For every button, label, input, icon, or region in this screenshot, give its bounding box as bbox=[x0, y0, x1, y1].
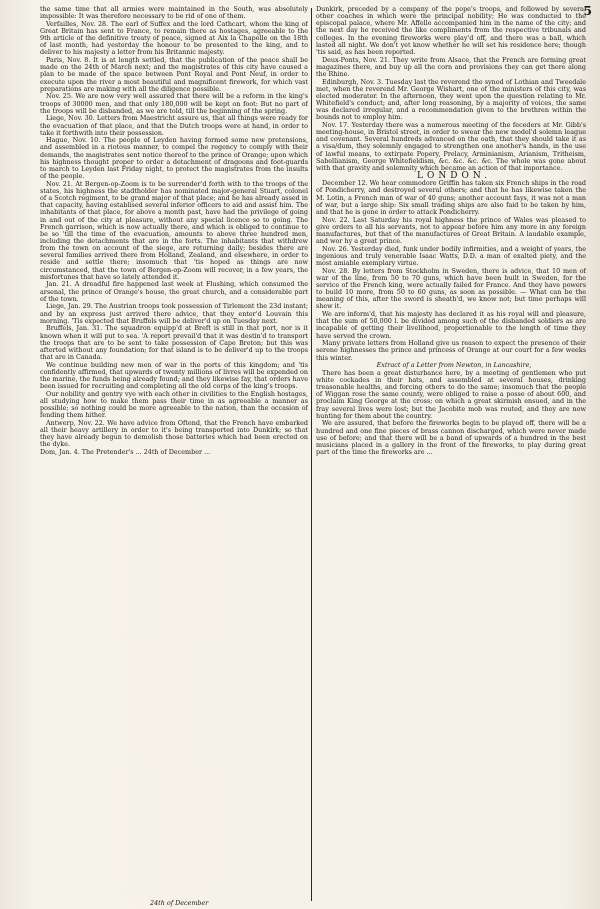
news-paragraph: December 12. We hear commodore Griffin has taken six French ships in the road of Pondicherry, and destroyed several others; and that he has likewise taken the M. Lotin, a French man of war of 40 guns; another account fays, it was not a man of war, but a large ship: Six small trading ships are also faid to be taken by him, and that he is gone in order to attack Pondicherry. bbox=[316, 179, 586, 216]
column-rule bbox=[311, 8, 312, 901]
news-paragraph: Nov. 21. At Bergen-op-Zoom is to be surrender'd forth with to the troops of the states, his highness the stadtholder has nominated major-general Stuart, colonel of a Scotch regiment, to be grand major of that place; and he has already assed in that capacity, having establised several inferior officers to aid and assist him. The inhabitants of that place, for above a month past, have had the privilege of going in and out of the city at pleasure, without any special licence so to going. The French garrison, which is now actually there, and which is obliged to continue to be so 'till the time of the evacuation, amounts to above three hundred men, including the detachments that are in the forts. The inhabitants that withdrew from the town on account of the siege, are returning daily; besides there are several families arrived there from Holland, Zealand, and elsewhere, in order to reside and settle there; insomuch that 'tis hoped as things are now circumstanced, that the town of Bergen-op-Zoom will recover, in a few years, the misfortunes that have so lately attended it. bbox=[40, 179, 308, 281]
news-paragraph: Bruffels, Jan. 31. The squadron equipp'd at Breft is still in that port, nor is it known when it will put to sea. 'A report prevail'd that it was destin'd to transport the troops that are to be sent to take possession of Cape Breton; but this was afterted without any foundation; for that island is to be deliver'd up to the troops that are in Canada. bbox=[40, 324, 308, 361]
section-subheading: Extract of a Letter from Newton, in Lancashire, bbox=[376, 361, 532, 370]
news-paragraph: Antwerp, Nov. 22. We have advice from Oftend, that the French have embarked all their heavy artillery in order to it's being transported into Dunkirk; so that they have already begun to demolish those batteries which had been erected on the dyke. bbox=[40, 418, 308, 449]
news-paragraph: Deux-Ponts, Nov. 21. They write from Alsace, that the French are forming great magazines there, and buy up all the corn and provisions they can get there along the Rhine. bbox=[316, 55, 586, 78]
news-paragraph: Hague, Nov. 10. The people of Leyden having formed some new pretensions, and assembled in a riotous manner, to compel the regency to comply with their demands, the magistrates sent notice thereof to the prince of Orange; upon which his highness thought proper to order a detachment of dragoons and foot-guards to march to Leyden last Friday night, to protect the magistrates from the insults of the people. bbox=[40, 136, 308, 181]
news-paragraph: We are inform'd, that his majesty has declared it as his royal will and pleasure, that the sum of 50,000 l. be divided among such of the disbanded soldiers as are incapable of getting their livelihood, proportionable to the length of time they have served the crown. bbox=[316, 310, 586, 340]
left-column bbox=[40, 6, 308, 903]
news-paragraph: Jan. 21. A dreadful fire happened last week at Flushing, which consumed the arsenal, the prince of Orange's house, the great church, and a considerable part of the town. bbox=[40, 280, 308, 303]
news-paragraph: Paris, Nov. 8. It is at length settled, that the publication of the peace shall be made on the 24th of March next; and the magistrates of this city have caused a plan to be made of the space between Pont Royal and Pont Neuf, in order to execute upon the river a most beautiful and magnificent firework, for which vast preparations are making with all the diligence possible. bbox=[40, 56, 308, 93]
news-paragraph: There has been a great disturbance here, by a meeting of gentlemen who put white cockades in their hats, and assembled at several houses, drinking treasonable healths, and forcing others to do the same; insomuch that the people of Wiggan rose the same county, were obliged to raise a posse of about 600, and proclaim King George at the cross; on which a great skirmish ensued, and in the fray several lives were lost; but the Jacobite mob was routed, and they are now hunting for them about the country. bbox=[316, 368, 586, 420]
news-paragraph: Dom, Jan. 4. The Pretender's ... 24th of December ... bbox=[40, 448, 211, 457]
section-heading: LONDON. bbox=[417, 170, 491, 181]
news-paragraph: Liege, Jan. 29. The Austrian troops took possession of Tirlemont the 23d instant; and by an express just arrived there advice, that they enter'd Louvain this morning. 'Tis expected that Bruffels will be deliver'd up on Tuesday next. bbox=[40, 302, 308, 325]
news-paragraph: We are assured, that before the fireworks begin to be played off, there will be a hundred and one fine pieces of brass cannon discharged, which were never made use of before; and that there will be a band of upwards of a hundred in the best musicians placed in a gallery in the front of the fireworks, to play during great part of the time the fireworks are ... bbox=[316, 419, 586, 457]
news-paragraph: Dunkirk, preceded by a company of the pope's troops, and followed by several other coaches in which were the principal nobility; He was conducted to the episcopal palace, where Mr. Affelle accompanied him in the name of the city; and the next day he received the like compliments from the respective tribunals and colleges. In the evening fireworks were play'd off, and there was a ball, which lasted all night. We don't yet know whether he will set his residence here; though 'tis said, as has been reported. bbox=[316, 6, 586, 56]
news-paragraph: Nov. 25. We are now very well assured that there will be a reform in the king's troops of 30000 men, and that only 180,000 will be kept on foot: But no part of the troops will be disbanded, as we are told, till the beginning of the spring. bbox=[40, 92, 308, 115]
news-paragraph: Liege, Nov. 30. Letters from Maestricht assure us, that all things were ready for the evacuation of that place, and that the Dutch troops were at hand, in order to take it forthwith into their possession. bbox=[40, 114, 308, 137]
news-paragraph: Our nobility and gentry vye with each other in civilities to the English hostages, all studying how to make them pass their time in as agreeable a manner as possible; so nothing could be more agreeable to the nation, than the occasion of fending them hither. bbox=[40, 389, 308, 420]
news-paragraph: Nov. 17. Yesterday there was a numerous meeting of the feceders at Mr. Gibb's meeting-house, in Bristol street, in order to swear the new model'd solemn league and covenant. Several hundreds advanced on the oath, that they should take it as a visa/dum, they solemnly engaged to strengthen one another's hands, in the use of lawful means, to extirpate Popery, Prelacy, Arminianism, Arianism, Tritheism, Sabellianism, George Whitefieldism, &c. &c. &c. &c. The whole was gone about with that gravity and solemnity which became an action of that importance. bbox=[316, 121, 586, 172]
page-number: 5 bbox=[583, 4, 592, 18]
news-paragraph: Nov. 22. Last Saturday his royal highness the prince of Wales was pleased to give orders to all his servants, not to appear before him any more in any foreign manufactures, but that of the manufactures of Great Britain. A laudable example, and wor hy a great prince. bbox=[316, 215, 586, 245]
news-paragraph: Edinburgh, Nov. 3. Tuesday last the reverend the synod of Lothian and Tweedale met, when the reverend Mr. George Wishart, one of the ministers of this city, was elected moderator. In the afternoon, they went upon the question relating to Mr. Whitefield's conduct; and, after long reasoning, by a majority of voices, the same was declared irregular, and a recommendation given to the brethren within the bounds not to employ him. bbox=[316, 77, 586, 122]
news-paragraph: Many private letters from Holland give us reason to expect the presence of their serene highnesses the prince and princess of Orange at our court for a few weeks this winter. bbox=[316, 339, 586, 362]
news-paragraph: We continue building new men of war in the ports of this kingdom; and 'tis confidently affirmed, that upwards of twenty millions of livres will be expended on the marine, the funds being already found; and they likewise fay, that orders have been issued for recruiting and completing all the old corps of the king's troops. bbox=[40, 360, 308, 391]
news-paragraph: Nov. 26. Yesterday died, funk under bodily infirmities, and a weight of years, the ingenious and truly venerable Isaac Watts, D.D. a man of exalted piety, and the most amiable exemplary virtue. bbox=[316, 244, 586, 267]
right-column bbox=[316, 6, 586, 903]
footer-text: 24th of December bbox=[150, 899, 209, 907]
news-paragraph: Nov. 28. By letters from Stockholm in Sweden, there is advice, that 10 men of war of the line, from 50 to 70 guns, which have been built in Sweden, for the service of the French king, were actually failed for France. And they have powers to build 10 more, from 50 to 60 guns, as soon as possible. — What can be the meaning of this, after the sword is sheath'd, we know not; but time perhaps will shew it. bbox=[316, 266, 586, 311]
news-paragraph: the same time that all armies were maintained in the South, was absolutely impossible: It was therefore necessary to be rid of one of them. bbox=[40, 6, 308, 21]
news-paragraph: Verfailles, Nov. 28. The earl of Suffex and the lord Cathcart, whom the king of Great Britain has sent to France, to remain there as hostages, agreeable to the 9th article of the definitive treaty of peace, signed at Aix la Chapelle on the 18th of last month, had yesterday the honour to be presented to the king, and to deliver to his majesty a letter from his Britannic majesty. bbox=[40, 19, 308, 57]
